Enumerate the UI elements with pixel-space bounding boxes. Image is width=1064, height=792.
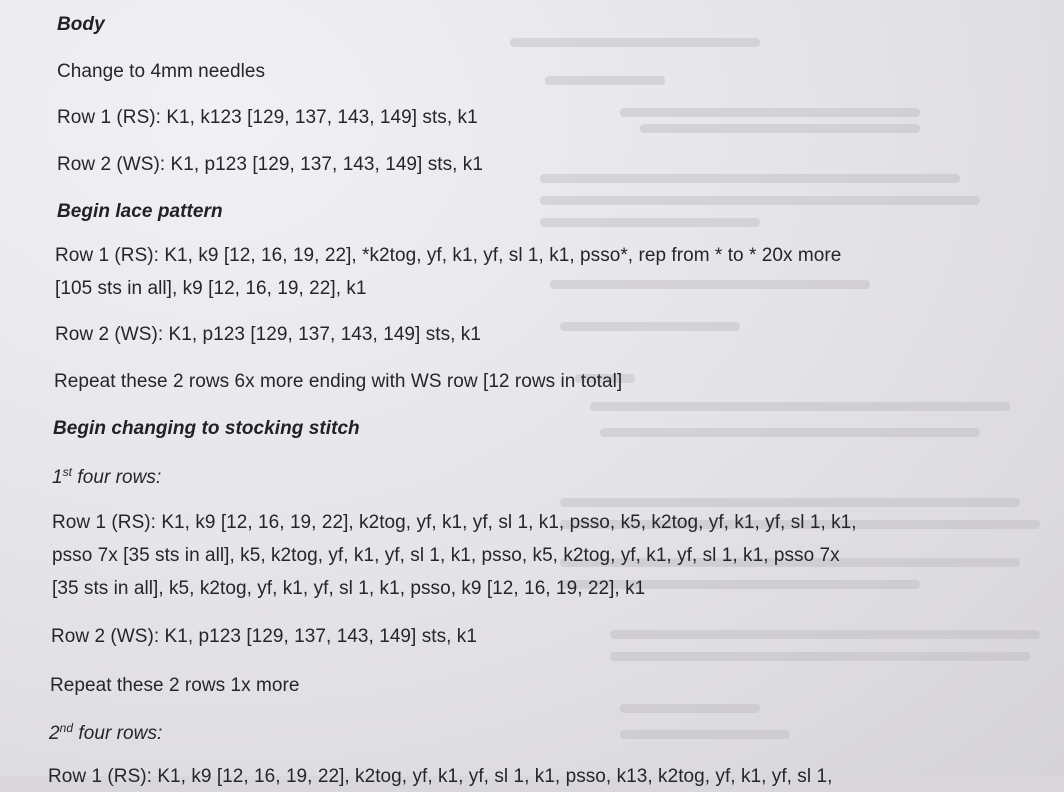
second-ordinal-suffix: nd bbox=[59, 721, 74, 735]
body-row-2: Row 2 (WS): K1, p123 [129, 137, 143, 149] sts, k1 bbox=[57, 154, 483, 175]
first-four-rows-text: four rows: bbox=[72, 467, 162, 488]
lace-repeat-instruction: Repeat these 2 rows 6x more ending with WS row [12 rows in total] bbox=[54, 371, 623, 392]
stocking-stitch-heading: Begin changing to stocking stitch bbox=[53, 418, 360, 439]
stocking-row-2: Row 2 (WS): K1, p123 [129, 137, 143, 149] sts, k1 bbox=[51, 626, 477, 647]
lace-row-2: Row 2 (WS): K1, p123 [129, 137, 143, 149] sts, k1 bbox=[55, 324, 481, 345]
first-four-rows-label bbox=[52, 463, 161, 493]
second-ordinal: 2 bbox=[49, 723, 60, 744]
lace-row-1-line-2: [105 sts in all], k9 [12, 16, 19, 22], k1 bbox=[55, 278, 367, 299]
cut-off-row: Row 1 (RS): K1, k9 [12, 16, 19, 22], k2tog, yf, k1, yf, sl 1, k1, psso, k13, k2tog, yf, k1, yf, sl 1, bbox=[48, 766, 833, 787]
body-heading: Body bbox=[57, 14, 105, 35]
first-ordinal-suffix: st bbox=[62, 465, 73, 479]
second-four-rows-text: four rows: bbox=[73, 723, 163, 744]
first-ordinal: 1 bbox=[52, 467, 63, 488]
second-four-rows-label bbox=[49, 719, 162, 749]
stocking-row-1-line-1: Row 1 (RS): K1, k9 [12, 16, 19, 22], k2tog, yf, k1, yf, sl 1, k1, psso, k5, k2tog, yf, k1, yf, sl 1, k1, bbox=[52, 512, 857, 533]
stocking-row-1-line-3: [35 sts in all], k5, k2tog, yf, k1, yf, sl 1, k1, psso, k9 [12, 16, 19, 22], k1 bbox=[52, 578, 646, 599]
stocking-row-1-line-2: psso 7x [35 sts in all], k5, k2tog, yf, k1, yf, sl 1, k1, psso, k5, k2tog, yf, k1, yf, sl 1, k1, psso 7x bbox=[52, 545, 840, 566]
lace-pattern-heading: Begin lace pattern bbox=[57, 201, 223, 222]
stocking-repeat-instruction: Repeat these 2 rows 1x more bbox=[50, 675, 300, 696]
lace-row-1-line-1: Row 1 (RS): K1, k9 [12, 16, 19, 22], *k2tog, yf, k1, yf, sl 1, k1, psso*, rep from * to * 20x more bbox=[55, 245, 842, 266]
body-row-1: Row 1 (RS): K1, k123 [129, 137, 143, 149] sts, k1 bbox=[57, 107, 478, 128]
needles-instruction: Change to 4mm needles bbox=[57, 61, 266, 82]
